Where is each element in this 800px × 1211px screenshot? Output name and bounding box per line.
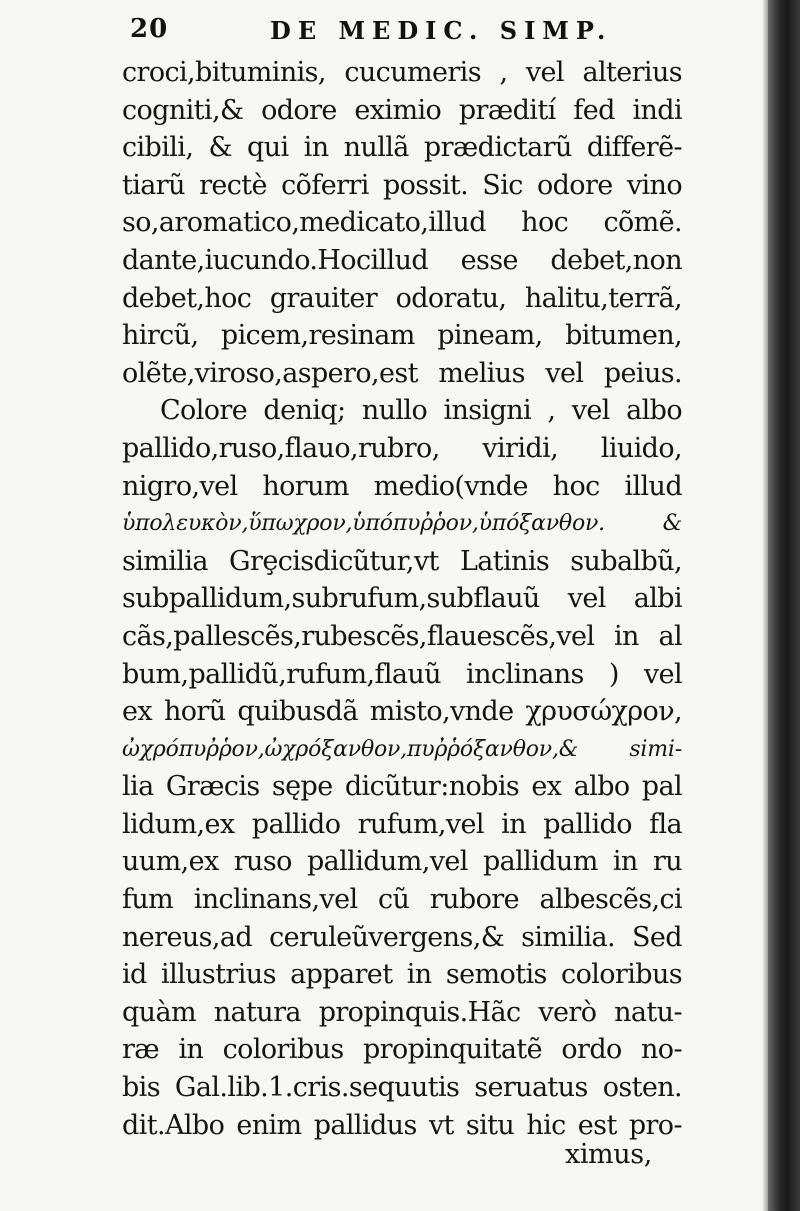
text-line: tiarũ rectè cõferri possit. Sic odore vino xyxy=(122,169,682,201)
text-line: bum,pallidũ,rufum,flauũ inclinans ) vel xyxy=(122,658,682,690)
text-line: bis Gal.lib.1.cris.sequutis seruatus osten. xyxy=(122,1072,682,1104)
running-title: DE MEDIC. SIMP. xyxy=(270,16,613,45)
text-line: dante,iucundo.Hocillud esse debet,non xyxy=(122,244,682,276)
text-line: nereus,ad ceruleũvergens,& similia. Sed xyxy=(122,921,682,953)
text-line: olẽte,viroso,aspero,est melius vel peius. xyxy=(122,357,682,389)
text-line: so,aromatico,medicato,illud hoc cõmẽ. xyxy=(122,207,682,239)
text-line: quàm natura propinquis.Hãc verò natu- xyxy=(122,996,682,1028)
text-line: similia Grȩcisdicũtur,vt Latinis subalbũ, xyxy=(122,545,682,577)
greek-text-line: ὑπολευκὸν,ὕπωχρον,ὑπόπυῤῥον,ὑπόξανθον. & xyxy=(122,511,682,537)
text-line: nigro,vel horum medio(vnde hoc illud xyxy=(122,470,682,502)
text-line: croci,bituminis, cucumeris , vel alterius xyxy=(122,57,682,88)
text-line: id illustrius apparet in semotis coloribus xyxy=(122,959,682,991)
text-line: uum,ex ruso pallidum,vel pallidum in ru xyxy=(122,846,682,878)
text-line: lidum,ex pallido rufum,vel in pallido fla xyxy=(122,808,682,840)
text-line: fum inclinans,vel cũ rubore albescẽs,ci xyxy=(122,884,682,916)
text-line: hircũ, picem,resinam pineam, bitumen, xyxy=(122,320,682,352)
text-line: cibili, & qui in nullã prædictarũ differẽ- xyxy=(122,132,682,164)
binding-gutter xyxy=(768,0,800,1211)
catchword: ximus, xyxy=(565,1139,652,1170)
text-line: ex horũ quibusdã misto,vnde χρυσώχρον, xyxy=(122,696,682,728)
text-line: dit.Albo enim pallidus vt situ hic est pro- xyxy=(122,1109,682,1141)
text-line: cãs,pallescẽs,rubescẽs,flauescẽs,vel in al xyxy=(122,620,682,652)
page-number: 20 xyxy=(130,14,169,44)
text-line: lia Græcis sępe dicũtur:nobis ex albo pal xyxy=(122,771,682,803)
greek-text-line: ὠχρόπυῤῥον,ὠχρόξανθον,πυῤῥόξανθον,& simi- xyxy=(122,736,682,762)
text-line: cogniti,& odore eximio prædití fed indi xyxy=(122,94,682,126)
running-head xyxy=(120,14,613,54)
text-line: debet,hoc grauiter odoratu, halitu,terrã, xyxy=(122,282,682,314)
text-line: ræ in coloribus propinquitatẽ ordo no- xyxy=(122,1034,682,1066)
paragraph-start-line: Colore deniq; nullo insigni , vel albo xyxy=(160,395,682,427)
text-line: pallido,ruso,flauo,rubro, viridi, liuido, xyxy=(122,432,682,464)
text-line: subpallidum,subrufum,subflauũ vel albi xyxy=(122,583,682,615)
body-text xyxy=(122,54,682,1144)
